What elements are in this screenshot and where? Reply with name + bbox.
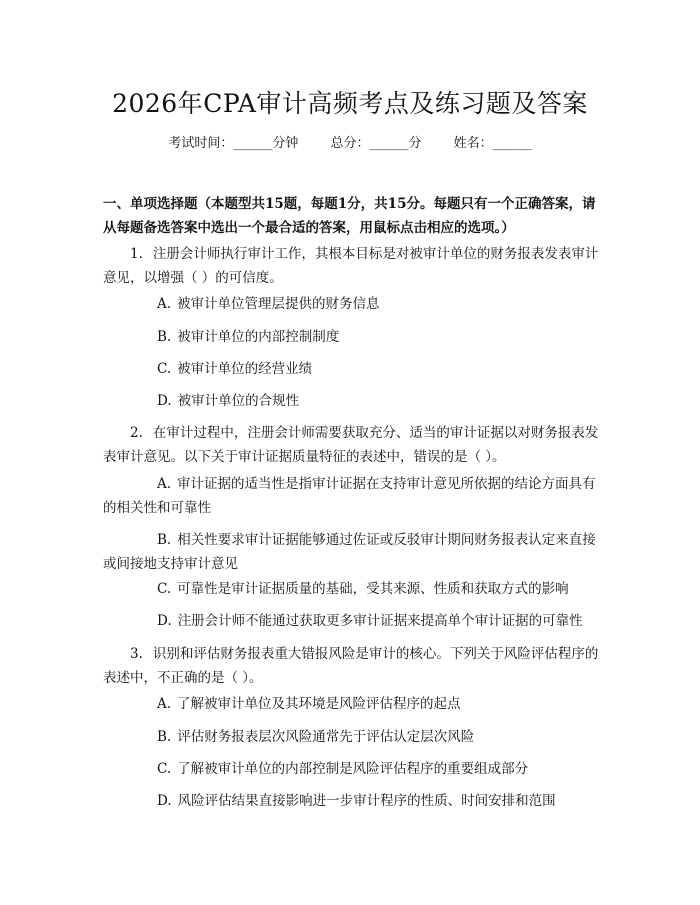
option-letter: A. — [157, 696, 172, 712]
question-number: 1. — [130, 246, 143, 262]
option-letter: C. — [157, 761, 172, 777]
option-text: 注册会计师不能通过获取更多审计证据来提高单个审计证据的可靠性 — [177, 613, 583, 629]
option-3d[interactable] — [103, 789, 603, 813]
option-3b[interactable] — [103, 725, 603, 749]
question-number: 2. — [130, 425, 143, 441]
question-1 — [103, 242, 603, 290]
option-3c[interactable] — [103, 757, 603, 781]
option-letter: D. — [157, 613, 172, 629]
page-title: 2026年CPA审计高频考点及练习题及答案 — [112, 89, 588, 118]
question-3 — [103, 642, 603, 690]
option-letter: B. — [157, 532, 172, 548]
option-letter: D. — [157, 393, 172, 409]
option-text: 审计证据的适当性是指审计证据在支持审计意见所依据的结论方面具有的相关性和可靠性 — [103, 476, 596, 516]
option-1c[interactable] — [103, 357, 603, 381]
option-letter: A. — [157, 476, 172, 492]
option-text: 被审计单位的合规性 — [177, 393, 300, 409]
option-text: 风险评估结果直接影响进一步审计程序的性质、时间安排和范围 — [177, 793, 556, 809]
total-score: 总分：______分 — [330, 136, 422, 151]
option-1a[interactable] — [103, 292, 603, 316]
option-2b[interactable] — [103, 528, 603, 576]
option-text: 可靠性是审计证据质量的基础，受其来源、性质和获取方式的影响 — [177, 581, 569, 597]
option-2a[interactable] — [103, 472, 603, 520]
option-letter: B. — [157, 729, 172, 745]
option-text: 了解被审计单位的内部控制是风险评估程序的重要组成部分 — [177, 761, 529, 777]
question-text: 注册会计师执行审计工作，其根本目标是对被审计单位的财务报表发表审计意见，以增强（ ）的可信度。 — [103, 246, 599, 286]
option-text: 了解被审计单位及其环境是风险评估程序的起点 — [177, 696, 461, 712]
question-text: 在审计过程中，注册会计师需要获取充分、适当的审计证据以对财务报表发表审计意见。以下关于审计证据质量特征的表述中，错误的是（ ）。 — [103, 425, 599, 465]
option-letter: C. — [157, 581, 172, 597]
question-text: 识别和评估财务报表重大错报风险是审计的核心。下列关于风险评估程序的表述中，不正确的是（ ）。 — [103, 646, 599, 686]
option-text: 被审计单位的内部控制制度 — [177, 329, 340, 345]
option-1b[interactable] — [103, 325, 603, 349]
option-text: 评估财务报表层次风险通常先于评估认定层次风险 — [177, 729, 475, 745]
section-heading: 一、单项选择题（本题型共15题，每题1分，共15分。每题只有一个正确答案，请从每题备选答案中选出一个最合适的答案，用鼠标点击相应的选项。） — [103, 196, 596, 236]
student-name: 姓名：______ — [453, 136, 532, 151]
exam-meta — [0, 132, 700, 151]
option-3a[interactable] — [103, 692, 603, 716]
option-letter: D. — [157, 793, 172, 809]
option-text: 被审计单位的经营业绩 — [177, 361, 313, 377]
exam-time: 考试时间：______分钟 — [168, 136, 299, 151]
question-number: 3. — [130, 646, 143, 662]
option-letter: C. — [157, 361, 172, 377]
option-letter: A. — [157, 296, 172, 312]
option-letter: B. — [157, 329, 172, 345]
option-2c[interactable] — [103, 577, 603, 601]
option-text: 相关性要求审计证据能够通过佐证或反驳审计期间财务报表认定来直接或间接地支持审计意见 — [103, 532, 596, 572]
option-text: 被审计单位管理层提供的财务信息 — [177, 296, 380, 312]
option-2d[interactable] — [103, 609, 603, 633]
question-2 — [103, 421, 603, 469]
option-1d[interactable] — [103, 389, 603, 413]
